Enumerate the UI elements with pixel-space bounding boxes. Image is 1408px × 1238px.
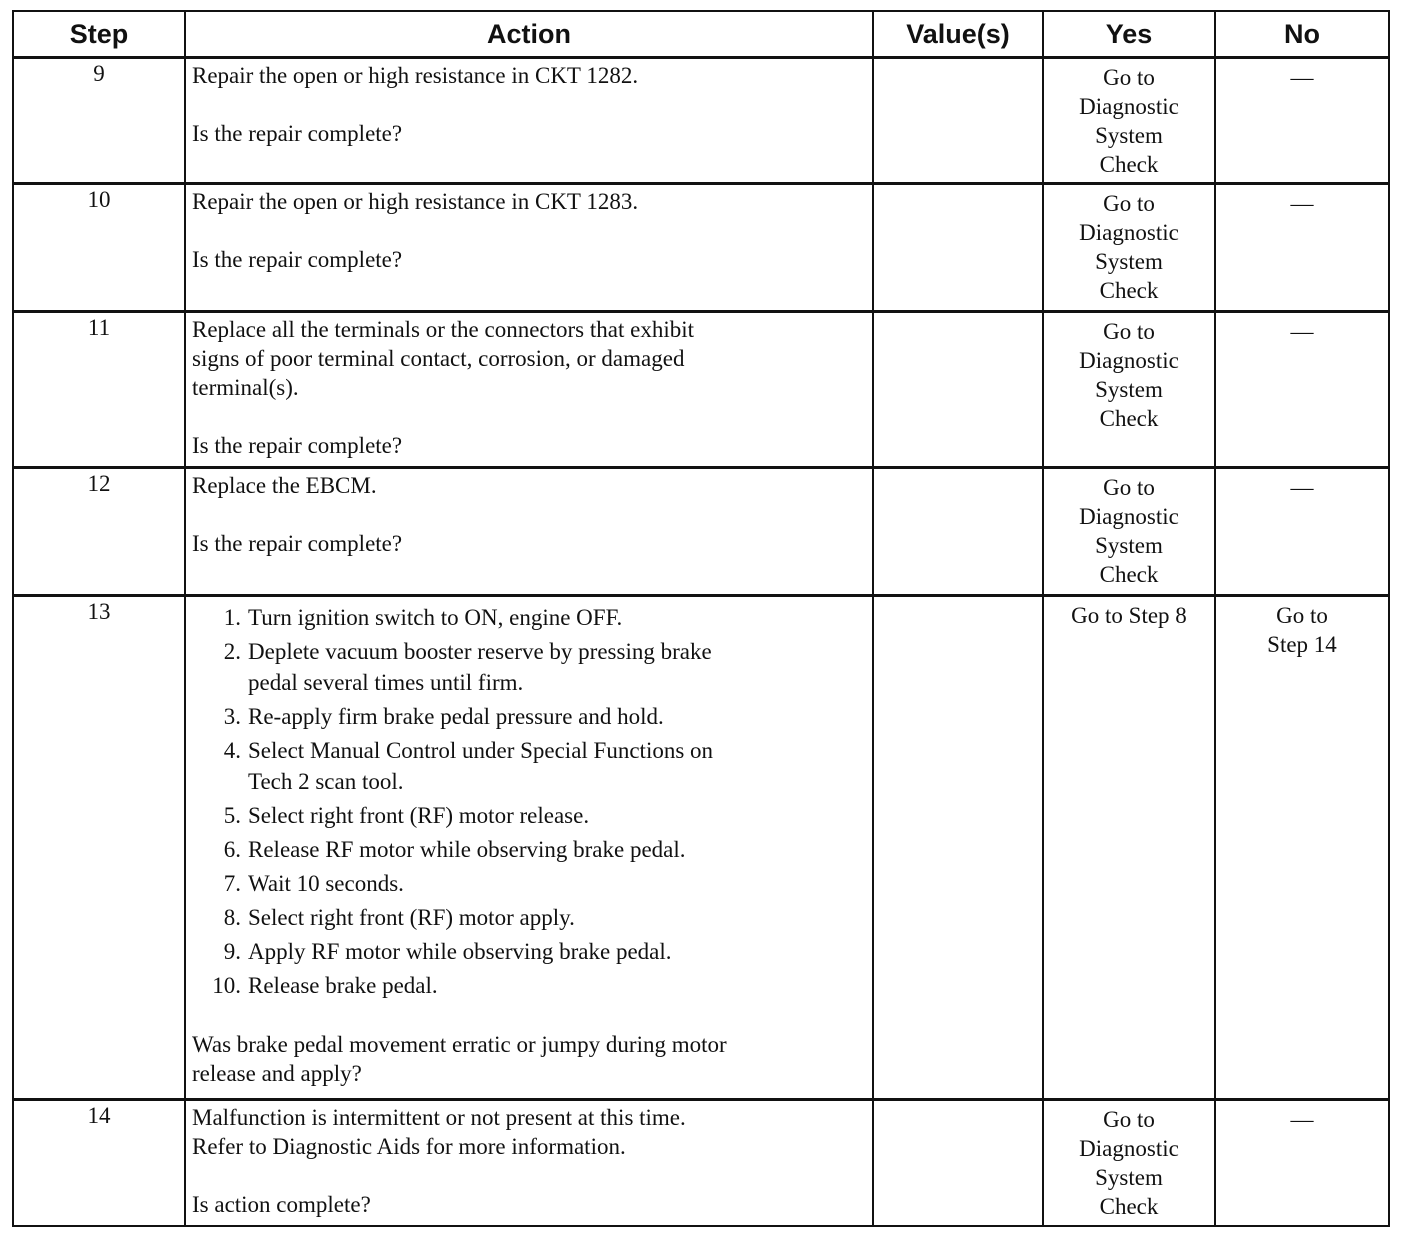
action-cell bbox=[185, 596, 873, 1100]
action-question: release and apply? bbox=[192, 1061, 362, 1086]
list-item bbox=[192, 868, 864, 899]
list-item-text: Select right front (RF) motor release. bbox=[248, 803, 590, 828]
no-cell bbox=[1215, 1100, 1389, 1226]
list-item-text: Apply RF motor while observing brake pedal. bbox=[248, 939, 672, 964]
yes-text: Go to bbox=[1103, 191, 1155, 216]
list-item-number: 9. bbox=[223, 939, 241, 964]
list-item-text: Release brake pedal. bbox=[248, 973, 438, 998]
header-yes: Yes bbox=[1043, 11, 1215, 58]
table-row bbox=[13, 596, 1389, 1100]
yes-cell bbox=[1043, 1100, 1215, 1226]
action-text: signs of poor terminal contact, corrosion, or damaged bbox=[192, 346, 685, 371]
step-number: 13 bbox=[13, 596, 185, 1100]
yes-text: System bbox=[1095, 377, 1163, 402]
yes-cell bbox=[1043, 184, 1215, 312]
no-text: — bbox=[1290, 65, 1314, 90]
no-cell bbox=[1215, 468, 1389, 596]
no-cell bbox=[1215, 312, 1389, 468]
table-row bbox=[13, 184, 1389, 312]
action-text: Refer to Diagnostic Aids for more information. bbox=[192, 1134, 626, 1159]
list-item bbox=[192, 902, 864, 933]
list-item-number: 1. bbox=[223, 605, 241, 630]
no-text: Step 14 bbox=[1267, 632, 1337, 657]
list-item-number: 8. bbox=[223, 905, 241, 930]
value-cell bbox=[873, 58, 1043, 184]
list-item bbox=[192, 936, 864, 967]
action-cell bbox=[185, 312, 873, 468]
list-item-number: 2. bbox=[223, 639, 241, 664]
list-item-text: Wait 10 seconds. bbox=[248, 871, 404, 896]
action-text: Repair the open or high resistance in CKT 1283. bbox=[192, 189, 639, 214]
yes-text: Diagnostic bbox=[1079, 1136, 1179, 1161]
yes-text: Go to bbox=[1103, 475, 1155, 500]
table-row bbox=[13, 468, 1389, 596]
action-text: terminal(s). bbox=[192, 375, 299, 400]
no-text: — bbox=[1290, 319, 1314, 344]
list-item bbox=[192, 602, 864, 633]
yes-text: Diagnostic bbox=[1079, 504, 1179, 529]
yes-text: Go to bbox=[1103, 319, 1155, 344]
list-item bbox=[192, 970, 864, 1001]
no-text: — bbox=[1290, 475, 1314, 500]
table-row bbox=[13, 312, 1389, 468]
table-row bbox=[13, 1100, 1389, 1226]
value-cell bbox=[873, 184, 1043, 312]
action-cell bbox=[185, 184, 873, 312]
header-action: Action bbox=[185, 11, 873, 58]
table-row bbox=[13, 58, 1389, 184]
list-item-text: Select right front (RF) motor apply. bbox=[248, 905, 575, 930]
yes-text: Check bbox=[1099, 278, 1159, 303]
yes-text: Go to Step 8 bbox=[1071, 603, 1187, 628]
list-item bbox=[192, 735, 864, 797]
list-item-text: Re-apply firm brake pedal pressure and hold. bbox=[248, 704, 664, 729]
yes-text: Go to bbox=[1103, 1107, 1155, 1132]
yes-text: Diagnostic bbox=[1079, 220, 1179, 245]
yes-text: Check bbox=[1099, 406, 1159, 431]
action-cell bbox=[185, 1100, 873, 1226]
value-cell bbox=[873, 596, 1043, 1100]
no-cell bbox=[1215, 58, 1389, 184]
action-question: Is the repair complete? bbox=[192, 433, 403, 458]
action-question: Is the repair complete? bbox=[192, 121, 403, 146]
list-item bbox=[192, 800, 864, 831]
procedure-list bbox=[192, 602, 864, 1001]
list-item-text: Select Manual Control under Special Functions on bbox=[248, 738, 714, 763]
list-item-text: Turn ignition switch to ON, engine OFF. bbox=[248, 605, 623, 630]
yes-cell bbox=[1043, 596, 1215, 1100]
list-item-text: pedal several times until firm. bbox=[248, 670, 524, 695]
action-question: Is the repair complete? bbox=[192, 531, 403, 556]
header-no: No bbox=[1215, 11, 1389, 58]
diagnostic-table bbox=[12, 10, 1390, 1227]
step-number: 11 bbox=[13, 312, 185, 468]
action-text: Malfunction is intermittent or not present at this time. bbox=[192, 1105, 686, 1130]
yes-cell bbox=[1043, 312, 1215, 468]
list-item-number: 3. bbox=[223, 704, 241, 729]
no-text: — bbox=[1290, 191, 1314, 216]
value-cell bbox=[873, 312, 1043, 468]
yes-cell bbox=[1043, 468, 1215, 596]
yes-text: Check bbox=[1099, 1194, 1159, 1219]
action-question: Was brake pedal movement erratic or jumpy during motor bbox=[192, 1032, 727, 1057]
yes-text: Go to bbox=[1103, 65, 1155, 90]
list-item-text: Release RF motor while observing brake pedal. bbox=[248, 837, 686, 862]
header-values: Value(s) bbox=[873, 11, 1043, 58]
yes-text: Check bbox=[1099, 152, 1159, 177]
step-number: 9 bbox=[13, 58, 185, 184]
action-cell bbox=[185, 468, 873, 596]
step-number: 14 bbox=[13, 1100, 185, 1226]
no-text: Go to bbox=[1276, 603, 1328, 628]
no-cell bbox=[1215, 596, 1389, 1100]
value-cell bbox=[873, 1100, 1043, 1226]
step-number: 10 bbox=[13, 184, 185, 312]
value-cell bbox=[873, 468, 1043, 596]
action-question: Is the repair complete? bbox=[192, 247, 403, 272]
yes-text: Diagnostic bbox=[1079, 94, 1179, 119]
yes-text: Diagnostic bbox=[1079, 348, 1179, 373]
list-item-number: 10. bbox=[212, 973, 241, 998]
action-text: Repair the open or high resistance in CKT 1282. bbox=[192, 63, 639, 88]
yes-text: System bbox=[1095, 123, 1163, 148]
yes-text: Check bbox=[1099, 562, 1159, 587]
yes-cell bbox=[1043, 58, 1215, 184]
action-cell bbox=[185, 58, 873, 184]
no-cell bbox=[1215, 184, 1389, 312]
action-text: Replace all the terminals or the connectors that exhibit bbox=[192, 317, 694, 342]
no-text: — bbox=[1290, 1107, 1314, 1132]
list-item-number: 5. bbox=[223, 803, 241, 828]
header-row bbox=[13, 11, 1389, 58]
action-text: Replace the EBCM. bbox=[192, 473, 377, 498]
list-item bbox=[192, 834, 864, 865]
yes-text: System bbox=[1095, 1165, 1163, 1190]
list-item-number: 4. bbox=[223, 738, 241, 763]
list-item-text: Tech 2 scan tool. bbox=[248, 769, 404, 794]
list-item-text: Deplete vacuum booster reserve by pressing brake bbox=[248, 639, 712, 664]
action-question: Is action complete? bbox=[192, 1192, 371, 1217]
list-item bbox=[192, 701, 864, 732]
list-item bbox=[192, 636, 864, 698]
yes-text: System bbox=[1095, 533, 1163, 558]
yes-text: System bbox=[1095, 249, 1163, 274]
step-number: 12 bbox=[13, 468, 185, 596]
list-item-number: 6. bbox=[223, 837, 241, 862]
header-step: Step bbox=[13, 11, 185, 58]
list-item-number: 7. bbox=[223, 871, 241, 896]
